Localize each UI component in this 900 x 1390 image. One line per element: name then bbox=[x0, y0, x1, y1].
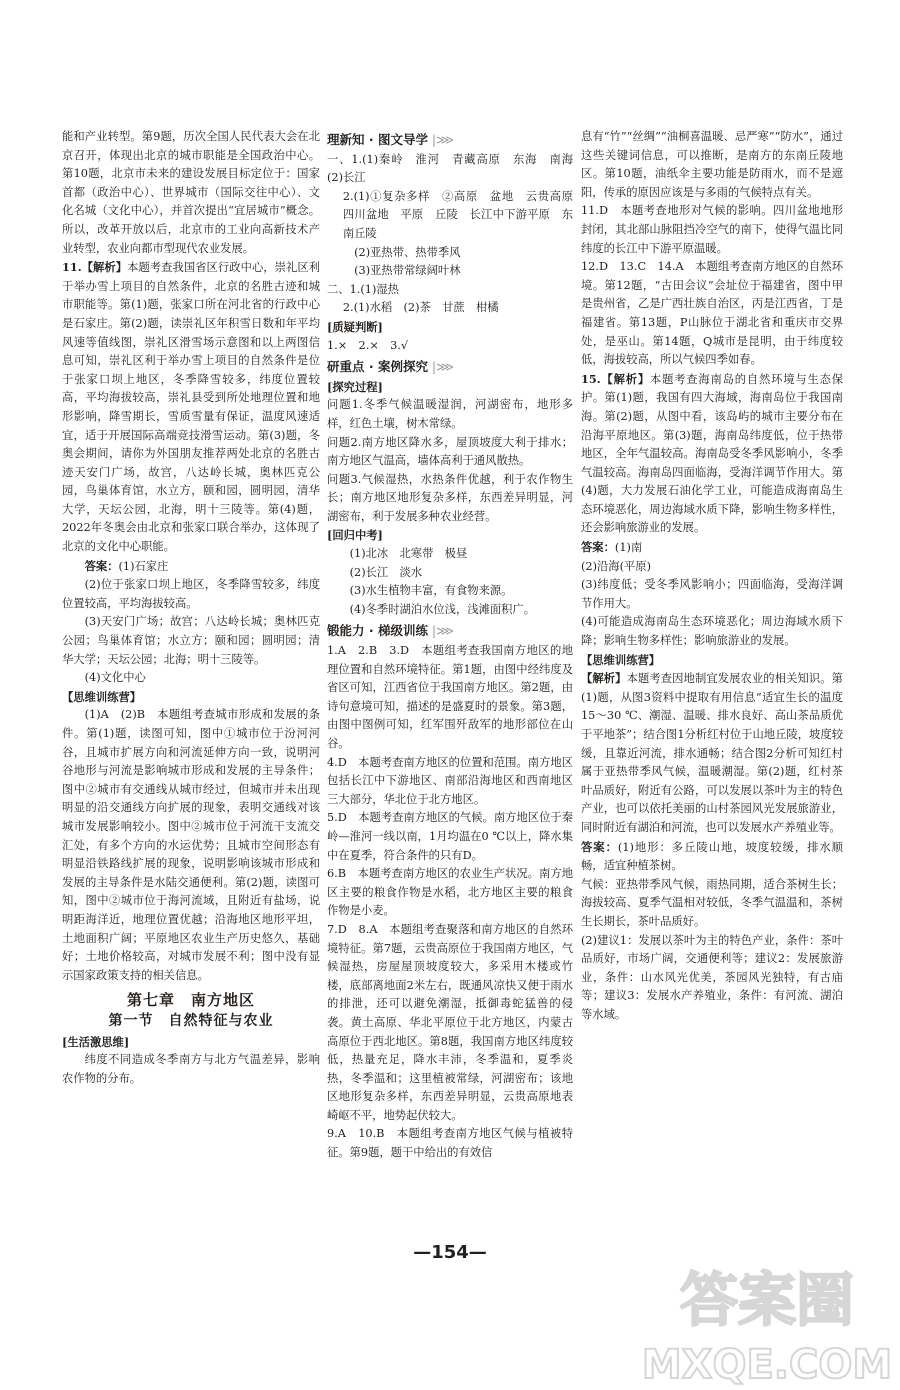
shenghuo-label: [生活激思维] bbox=[62, 1034, 130, 1049]
question-1: 问题1.冬季气候温暖湿润，河湖密布，地形多样，红色土壤，树木常绿。 bbox=[327, 398, 573, 430]
answer-b1: (1)地形：多丘陵山地，坡度较缓，排水顺畅，适宜种植茶树。 bbox=[581, 840, 843, 873]
column-middle bbox=[327, 128, 585, 1163]
jiexi-text: 本题考查因地制宜发展农业的相关知识。第(1)题，从图3资料中提取有用信息“适宜生长的温度15～30 ℃、潮湿、温暖、排水良好、高山茶品质优于平地茶”；结合图1分析红村位于山地丘陵，坡度较缓，且靠近河流，排水通畅；结合图2分析可知红村属于亚热带季风气候，温暖潮湿。第(2)题，红村茶叶品质好，附近有公路，可以发展以茶叶为主的特色产业，也可以依托美丽的山村茶园风光发展旅游业，同时附近有湖泊和河流，也可以发展水产养殖业等。 bbox=[581, 672, 843, 834]
line-5: 二、1.(1)湿热 bbox=[327, 282, 399, 296]
answer-block bbox=[62, 557, 320, 577]
huixiang-label: [回归中考] bbox=[327, 528, 383, 543]
answer-block-2 bbox=[581, 838, 843, 876]
answer-1: (1)南 bbox=[614, 541, 643, 555]
answer-label-2: 答案： bbox=[581, 839, 618, 854]
shenghuo-text: 纬度不同造成冬季南方与北方气温差异，影响农作物的分布。 bbox=[62, 1053, 320, 1085]
heading-bar-icon: |⋙ bbox=[427, 132, 454, 147]
huixiang-2: (2)长江 淡水 bbox=[349, 565, 423, 579]
answer-2: (2)沿海(平原) bbox=[581, 559, 652, 573]
heading-bar-icon: |⋙ bbox=[427, 359, 454, 375]
answer-1: (1)石家庄 bbox=[118, 559, 169, 573]
duan-title: 锻能力 · 梯级训练 bbox=[327, 623, 428, 639]
line-3: (2)亚热带、热带季风 bbox=[354, 245, 461, 259]
yanzhongdian-heading bbox=[327, 358, 573, 377]
drill-4: 4.D 本题考查南方地区的位置和范围。南方地区包括长江中下游地区、南部沿海地区和西南地区三大部分，华北位于北方地区。 bbox=[327, 755, 573, 806]
line-6: 2.(1)水稻 (2)茶 甘蔗 柑橘 bbox=[342, 301, 499, 315]
huixiang-3: (3)水生植物丰富，有食物来源。 bbox=[349, 584, 513, 598]
line-4: (3)亚热带常绿阔叶林 bbox=[354, 264, 461, 278]
huixiang-4: (4)冬季时湖泊水位浅，浅滩面积广。 bbox=[349, 602, 536, 616]
drill-6: 6.B 本题考查南方地区的农业生产状况。南方地区主要的粮食作物是水稻，北方地区主要的粮食作物是小麦。 bbox=[327, 867, 573, 918]
q11-text: 本题考查我国省区行政中心，崇礼区利于举办雪上项目的自然条件，北京的名胜古迹和城市职能等。第(1)题，张家口所在河北省的行政中心是石家庄。第(2)题，读崇礼区年积雪日数和年平均风速等值线图，崇礼区滑雪场示意图和以上两图信息可知，崇礼区利于举办雪上项目的自然条件是位于张家口坝上地区，冬季降雪较多，纬度位置较高，平均海拔较高，崇礼县受到所处地理位置和地形影响，降雪期长，雪质雪量有保证，温度风速适宜，适于开展国际高端竞技滑雪运动。第(3)题，冬奥会期间，请你为外国朋友推荐两处北京的名胜古迹天安门广场，故宫，八达岭长城，奥林匹克公园，鸟巢体育馆，水立方，颐和园，圆明园，清华大学，天坛公园，北海，明十三陵等。第(4)题，2022年冬奥会由北京和张家口联合举办，这体现了北京的文化中心职能。 bbox=[62, 261, 320, 554]
zhiyi-label: [质疑判断] bbox=[327, 319, 383, 334]
answer-label: 答案： bbox=[84, 558, 119, 573]
answer-4: (4)可能造成海南岛生态环境恶化；周边海域水质下降；影响生物多样性；影响旅游业的发展。 bbox=[581, 615, 843, 648]
question-11: 11.D 本题考查地形对气候的影响。四川盆地地形封闭，其北部山脉阻挡冷空气的南下，使得气温比同纬度的长江中下游平原温暖。 bbox=[581, 204, 843, 255]
answer-b3: (2)建议1：发展以茶叶为主的特色产业，条件：茶叶品质好，市场广阔，交通便利等；建议2：发展旅游业，条件：山水风光优美，茶园风光独特，有古庙等；建议3：发展水产养殖业，条件：有河流、湖泊等水域。 bbox=[581, 933, 843, 1021]
page-number: —154— bbox=[413, 1242, 487, 1263]
jiexi-label: 【解析】 bbox=[581, 671, 627, 686]
lixinzhi-title: 理新知 · 图文导学 bbox=[327, 132, 428, 147]
q15-label: 15.【解析】 bbox=[581, 371, 650, 386]
q11-label: 11.【解析】 bbox=[62, 260, 128, 275]
tanjiu-label: [探究过程] bbox=[327, 379, 383, 394]
siwei-label: 【思维训练营】 bbox=[62, 689, 142, 704]
question-11-explanation bbox=[62, 258, 320, 557]
column-right bbox=[581, 128, 843, 1025]
answer-block bbox=[581, 538, 843, 558]
answer-4: (4)文化中心 bbox=[84, 671, 146, 685]
question-15-explanation bbox=[581, 370, 843, 538]
answer-3: (3)纬度低；受冬季风影响小；四面临海，受海洋调节作用大。 bbox=[581, 578, 843, 610]
line-2: 2.(1)①复杂多样 ②高原 盆地 云贵高原 四川盆地 平原 丘陵 长江中下游平原 东南丘陵 bbox=[342, 189, 585, 240]
question-2: 问题2.南方地区降水多，屋顶坡度大利于排水；南方地区气温高，墙体高利于通风散热。 bbox=[327, 435, 573, 468]
q15-text: 本题考查海南岛的自然环境与生态保护。第(1)题，我国有四大海域，海南岛位于我国南海。第(2)题，从图中看，该岛屿的城市主要分布在沿海平原地区。第(3)题，海南岛纬度低，位于热带地区，全年气温较高。海南岛受冬季风影响小，冬季气温较高。海南岛四面临海，受海洋调节作用大。第(4)题，大力发展石油化学工业，可能造成海南岛生态环境恶化，周边海域水质下降，影响生物多样性，还会影响旅游业的发展。 bbox=[581, 372, 843, 535]
watermark-logo bbox=[642, 1250, 892, 1390]
answer-b2: 气候：亚热带季风气候，雨热同期，适合茶树生长；海拔较高、夏季气温相对较低，冬季气温温和，茶树生长期长，茶叶品质好。 bbox=[581, 877, 843, 928]
intro-paragraph: 能和产业转型。第9题，历次全国人民代表大会在北京召开，体现出北京的城市职能是全国政治中心。第10题，北京市未来的建设发展目标定位于：国家首都（政治中心）、世界城市（国际交往中心）、文化名城（文化中心），并首次提出“宜居城市”概念。所以，改革开放以后，北京市的工业向高新技术产业转型，农业向都市型现代农业发展。 bbox=[62, 130, 320, 255]
question-12-14: 12.D 13.C 14.A 本题组考查南方地区的自然环境。第12题，“古田会议”会址位于福建省，图中甲是贵州省，乙是广西壮族自治区，丙是江西省，丁是福建省。第13题，P山脉位于湖北省和重庆市交界处，是巫山。第14题，Q城市是昆明，由于纬度较低，海拔较高，所以气候四季如春。 bbox=[581, 260, 843, 367]
answer-label: 答案： bbox=[581, 540, 615, 555]
column-left bbox=[62, 128, 320, 1088]
siwei-label: 【思维训练营】 bbox=[581, 652, 661, 667]
lixinzhi-heading bbox=[327, 131, 573, 150]
chapter-title: 第七章 南方地区 bbox=[126, 991, 255, 1010]
watermark-bottom: MXQE.COM bbox=[642, 1342, 892, 1388]
jiexi-block bbox=[581, 669, 843, 837]
drill-9-10: 9.A 10.B 本题组考查南方地区气候与植被特征。第9题，题干中给出的有效信 bbox=[327, 1127, 573, 1160]
huixiang-1: (1)北冰 北寒带 极昼 bbox=[349, 547, 468, 561]
drill-1-3: 1.A 2.B 3.D 本题组考查我国南方地区的地理位置和自然环境特征。第1题，由图中经纬度及省区可知，江西省位于我国南方地区。第2题，由诗句意境可知，描述的是盛夏时的景象。第3题，由图中图例可知，红军围歼敌军的地形部位在山谷。 bbox=[327, 644, 573, 750]
duan-heading bbox=[327, 622, 573, 641]
drill-7-8: 7.D 8.A 本题组考查聚落和南方地区的自然环境特征。第7题，云贵高原位于我国南方地区，气候湿热，房屋屋顶坡度较大，多采用木楼或竹楼，底部离地面2米左右，既通风凉快又便于雨水的排泄，还可以避免潮湿，抵御毒蛇猛兽的侵袭。黄土高原、华北平原位于北方地区，内蒙古高原位于西北地区。第8题，我国南方地区纬度较低，热量充足，降水丰沛，冬季温和，夏季炎热，冬季温和；这里植被常绿，河湖密布；该地区地形复杂多样，东西差异明显，云贵高原地表崎岖不平，地势起伏较大。 bbox=[327, 922, 573, 1122]
yanzhongdian-title: 研重点 · 案例探究 bbox=[327, 359, 428, 375]
section-title: 第一节 自然特征与农业 bbox=[108, 1012, 274, 1029]
continuation-paragraph: 息有“竹”“丝绸”“油桐喜温暖、忌严寒”“防水”，通过这些关键词信息，可以推断，是南方的东南丘陵地区。第10题，油纸伞主要功能是防雨水，而不是遮阳，传承的原因应该是与多雨的气候特点有关。 bbox=[581, 130, 843, 199]
answer-3: (3)天安门广场；故宫；八达岭长城；奥林匹克公园；鸟巢体育馆；水立方；颐和园；圆明园；清华大学；天坛公园；北海；明十三陵等。 bbox=[62, 615, 320, 666]
drill-5: 5.D 本题考查南方地区的气候。南方地区位于秦岭—淮河一线以南，1月均温在0 ℃以上，降水集中在夏季，符合条件的只有D。 bbox=[327, 811, 573, 862]
question-3: 问题3.气候湿热，水热条件优越，利于农作物生长；南方地区地形复杂多样，东西差异明显，河湖密布，利于发展多种农业经营。 bbox=[327, 472, 573, 523]
heading-bar-icon: |⋙ bbox=[427, 623, 454, 639]
watermark-top: 答案圈 bbox=[679, 1266, 855, 1334]
line-1: 一、1.(1)秦岭 淮河 青藏高原 东海 南海 (2)长江 bbox=[327, 152, 585, 185]
answer-2: (2)位于张家口坝上地区，冬季降雪较多，纬度位置较高，平均海拔较高。 bbox=[62, 578, 320, 610]
siwei-text: (1)A (2)B 本题组考查城市形成和发展的条件。第(1)题，读图可知，图中①城市位于汾河河谷，且城市扩展方向和河流延伸方向一致，说明河谷地形与河流是影响城市形成和发展的主导条件；图中②城市有交通线从城市经过，但城市并未出现明显的沿交通线方向扩展的现象，表明交通线对该城市发展影响较小。图中②城市位于河流干支流交汇处，有多个方向的水运优势；且城市空间形态有明显沿铁路线扩展的现象，说明影响该城市形成和发展的主导条件是水陆交通便利。第(2)题，读图可知，图中②城市位于海河流域，且附近有盐场，说明距海洋近，地理位置优越；沿海地区地形平坦，土地面积广阔；平原地区农业生产历史悠久，基础好；土地价格较高，对城市发展不利；图中没有显示国家政策支持的相关信息。 bbox=[62, 708, 320, 982]
zhiyi-text: 1.× 2.× 3.√ bbox=[327, 338, 409, 352]
